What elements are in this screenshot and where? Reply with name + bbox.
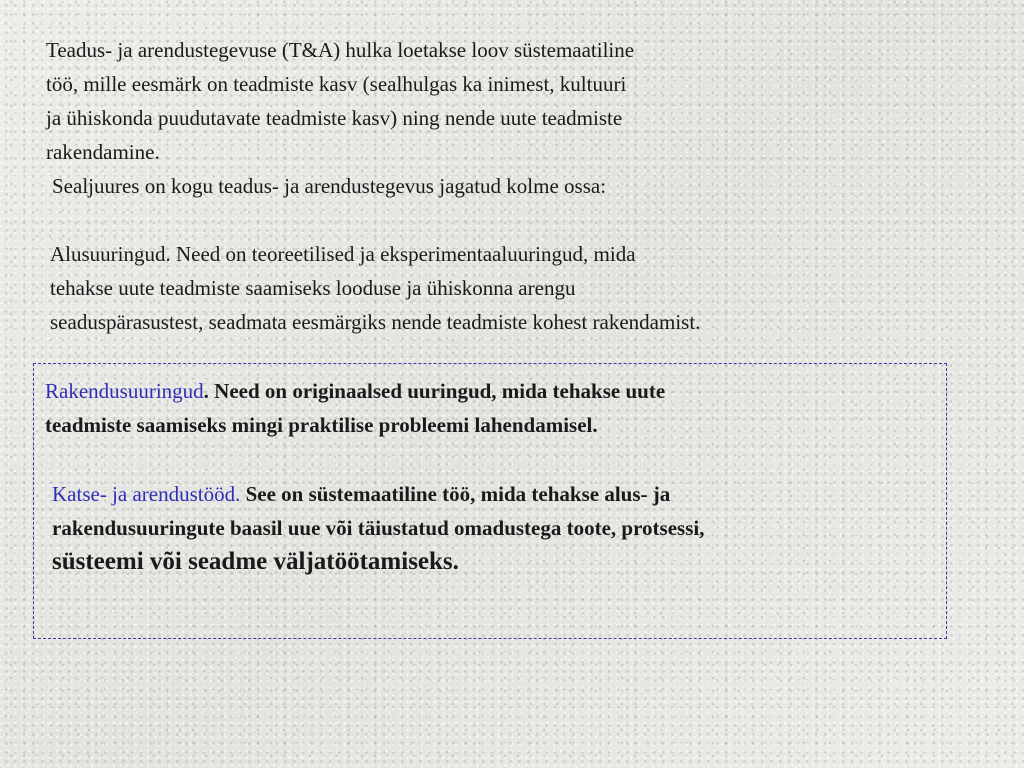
applied-research-term: Rakendusuuringud [45,379,204,403]
intro-line: rakendamine. [46,140,160,164]
development-line: rakendusuuringute baasil uue või täiustatud omadustega toote, protsessi, [52,516,705,540]
applied-research-line: teadmiste saamiseks mingi praktilise probleemi lahendamisel. [45,413,598,437]
applied-research-paragraph [45,374,665,442]
division-line: Sealjuures on kogu teadus- ja arendustegevus jagatud kolme ossa: [52,174,607,198]
basic-research-line: tehakse uute teadmiste saamiseks looduse ja ühiskonna arengu [50,276,576,300]
intro-line: ja ühiskonda puudutavate teadmiste kasv) ning nende uute teadmiste [46,106,623,130]
development-line [52,477,704,511]
development-term: Katse- ja arendustööd. [52,482,241,506]
development-line: süsteemi või seadme väljatöötamiseks. [52,548,459,575]
development-paragraph [52,477,704,579]
applied-research-definition: . Need on originaalsed uuringud, mida tehakse uute [203,379,666,403]
basic-research-paragraph [50,237,700,339]
basic-research-line: seaduspärasustest, seadmata eesmärgiks nende teadmiste kohest rakendamist. [50,310,701,334]
applied-research-line [45,374,665,408]
intro-paragraph [46,33,634,169]
basic-research-line: Alusuuringud. Need on teoreetilised ja eksperimentaaluuringud, mida [50,242,636,266]
intro-line: töö, mille eesmärk on teadmiste kasv (sealhulgas ka inimest, kultuuri [46,72,627,96]
intro-line: Teadus- ja arendustegevuse (T&A) hulka loetakse loov süstemaatiline [46,38,635,62]
division-paragraph [52,169,606,203]
development-definition: See on süstemaatiline töö, mida tehakse alus- ja [240,482,671,506]
